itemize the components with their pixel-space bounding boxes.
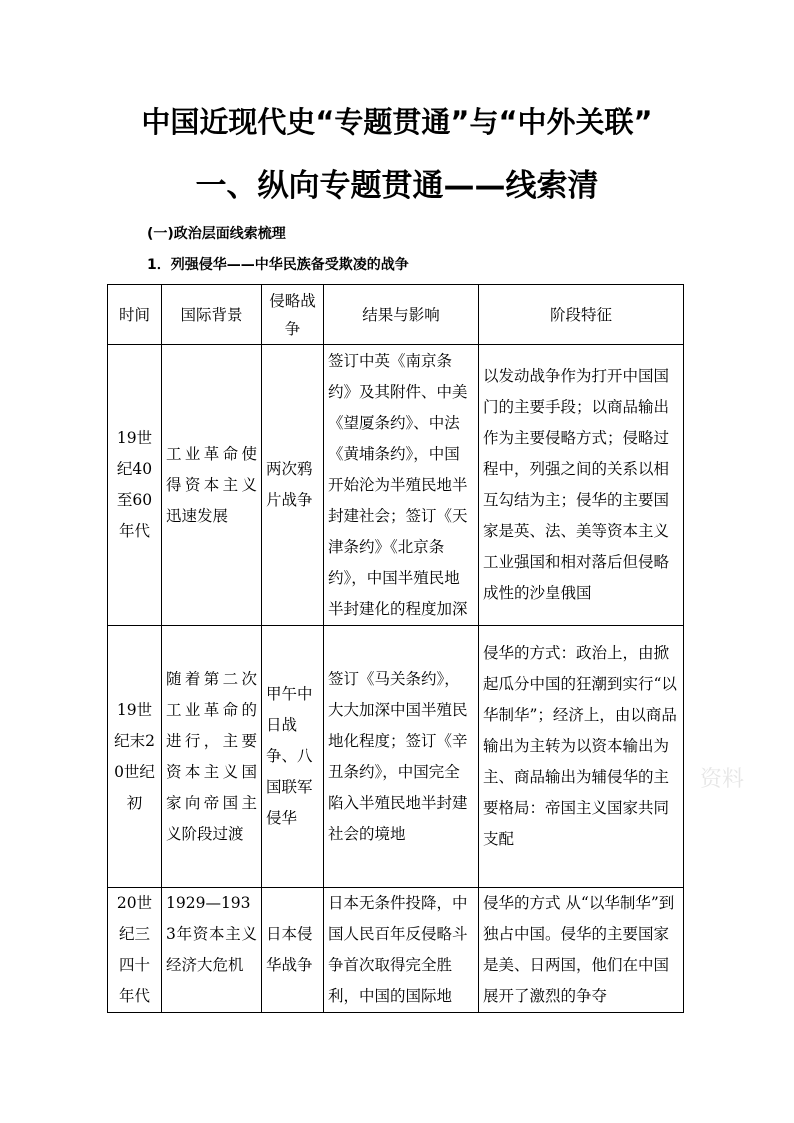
cell-feature: 以发动战争作为打开中国国门的主要手段；以商品输出作为主要侵略方式；侵略过程中，列强之间的关系以相互勾结为主；侵华的主要国家是英、法、美等资本主义工业强国和相对落后但侵略成性的沙皇俄国 — [479, 345, 684, 626]
cell-war: 日本侵华战争 — [262, 888, 324, 1013]
cell-result: 签订《马关条约》，大大加深中国半殖民地化程度；签订《辛丑条约》，中国完全陷入半殖民地半封建社会的境地 — [324, 626, 479, 888]
cell-background: 1929—1933年资本主义经济大危机 — [162, 888, 262, 1013]
table-header-row — [108, 285, 684, 345]
cell-background: 随着第二次工业革命的进行，主要资本主义国家向帝国主义阶段过渡 — [162, 626, 262, 888]
header-background: 国际背景 — [162, 285, 262, 345]
table-row — [108, 626, 684, 888]
header-war: 侵略战争 — [262, 285, 324, 345]
cell-time: 20世纪三四十年代 — [108, 888, 162, 1013]
section-heading: (一)政治层面线索梳理 — [147, 226, 286, 242]
watermark: 资料 — [700, 767, 745, 792]
cell-feature: 侵华的方式 从“以华制华”到独占中国。侵华的主要国家是美、日两国，他们在中国展开了激烈的争夺 — [479, 888, 684, 1013]
cell-result: 日本无条件投降，中国人民百年反侵略斗争首次取得完全胜利，中国的国际地 — [324, 888, 479, 1013]
cell-feature: 侵华的方式：政治上，由掀起瓜分中国的狂潮到实行“以华制华”；经济上，由以商品输出为主转为以资本输出为主、商品输出为辅侵华的主要格局：帝国主义国家共同支配 — [479, 626, 684, 888]
cell-war: 甲午中日战争、八国联军侵华 — [262, 626, 324, 888]
table-row — [108, 345, 684, 626]
page-subtitle: 一、纵向专题贯通——线索清 — [195, 168, 599, 204]
page-title: 中国近现代史“专题贯通”与“中外关联” — [141, 105, 653, 139]
cell-war: 两次鸦片战争 — [262, 345, 324, 626]
cell-time: 19世纪末20世纪初 — [108, 626, 162, 888]
header-time: 时间 — [108, 285, 162, 345]
header-result: 结果与影响 — [324, 285, 479, 345]
cell-time: 19世纪40至60年代 — [108, 345, 162, 626]
table-row — [108, 888, 684, 1013]
topic-heading: 1．列强侵华——中华民族备受欺凌的战争 — [147, 257, 409, 273]
cell-result: 签订中英《南京条约》及其附件、中美《望厦条约》、中法《黄埔条约》，中国开始沦为半殖民地半封建社会；签订《天津条约》《北京条约》，中国半殖民地半封建化的程度加深 — [324, 345, 479, 626]
history-table — [107, 284, 684, 1013]
header-feature: 阶段特征 — [479, 285, 684, 345]
cell-background: 工业革命使得资本主义迅速发展 — [162, 345, 262, 626]
